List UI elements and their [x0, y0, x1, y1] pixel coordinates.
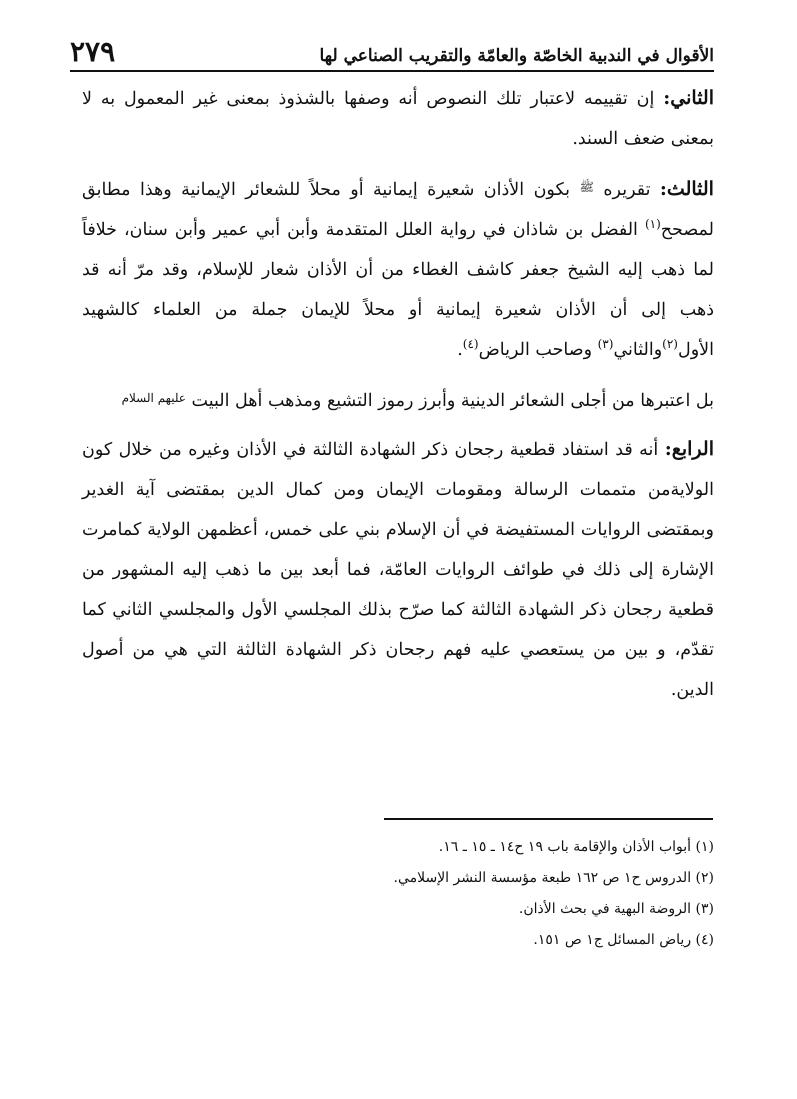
footnote-ref: (٣) — [597, 337, 614, 352]
paragraph-lead: الثالث: — [659, 178, 714, 200]
paragraph-text: بكون الأذان شعيرة إيمانية أو محلاً للشعائر الإيمانية وهذا مطابق لمصحح — [82, 180, 714, 240]
paragraph-text: . — [457, 340, 463, 360]
footnote: (٢) الدروس ح١ ص ١٦٢ طبعة مؤسسة النشر الإسلامي. — [393, 870, 714, 886]
footnote-divider — [384, 818, 713, 820]
paragraph-text: إن تقييمه لاعتبار تلك النصوص أنه وصفها بالشذوذ بمعنى غير المعمول به لا بمعنى ضعف السند. — [82, 89, 714, 149]
running-header — [70, 20, 714, 72]
paragraph-text: أنه قد استفاد قطعية رجحان ذكر الشهادة الثالثة في الأذان وغيره من خلال كون الولايةمن متممات الرسالة ومقومات الإيمان ومن كمال الدين بمقتضى آية الغدير وبمقتضى الروايات المستفيضة في أن الإسلام بني على خمس، أعظمهن الولاية كمامرت الإشارة إلى ذلك في طوائف الروايات العامّة، فما أبعد بين ما ذهب إليه المشهور من قطعية رجحان ذكر الشهادة الثالثة كما صرّح بذلك المجلسي الأول والمجلسي الثاني كما تقدّم، و بين من يستعصي عليه فهم رجحان ذكر الشهادة الثالثة التي هي من أصول الدين. — [82, 440, 714, 700]
footnote: (٤) رياض المسائل ج١ ص ١٥١. — [533, 932, 714, 948]
footnote-ref: (٢) — [662, 337, 678, 352]
paragraph-text: الفضل بن شاذان في رواية العلل المتقدمة وأبن أبي عمير وأبن سنان، خلافاً لما ذهب إليه الشيخ جعفر كاشف الغطاء من أن الأذان شعار للإسلام، وقد مرّ أنه قد ذهب إلى أن الأذان شعيرة إيمانية أو محلاً للإيمان جملة من العلماء كالشهيد الأول — [82, 220, 714, 360]
paragraph-lead: الثاني: — [663, 87, 714, 109]
footnotes — [320, 832, 714, 956]
footnote: (١) أبواب الأذان والإقامة باب ١٩ ح١٤ ـ ١٥ ـ ١٦. — [438, 839, 714, 855]
paragraph-fourth — [82, 429, 714, 710]
paragraph-text: بل اعتبرها من أجلى الشعائر الدينية وأبرز رموز التشيع ومذهب أهل البيت — [191, 391, 714, 411]
body-text — [82, 78, 714, 718]
paragraph-continuation — [82, 378, 714, 421]
honorific-symbol: ﷺ — [579, 180, 594, 194]
page-number: ٢٧٩ — [70, 35, 116, 68]
header-title: الأقوال في الندبية الخاصّة والعامّة والتقريب الصناعي لها — [319, 46, 714, 66]
paragraph-third — [82, 167, 714, 370]
paragraph-text: وصاحب الرياض — [478, 340, 593, 360]
footnote-ref: (١) — [644, 217, 661, 232]
paragraph-second — [82, 78, 714, 159]
honorific-symbol: عليهم السلام — [121, 391, 186, 405]
paragraph-text: تقريره — [603, 180, 651, 200]
paragraph-text: والثاني — [613, 340, 663, 360]
footnote: (٣) الروضة البهية في بحث الأذان. — [518, 901, 714, 917]
paragraph-lead: الرابع: — [664, 438, 714, 460]
footnote-ref: (٤) — [462, 337, 479, 352]
